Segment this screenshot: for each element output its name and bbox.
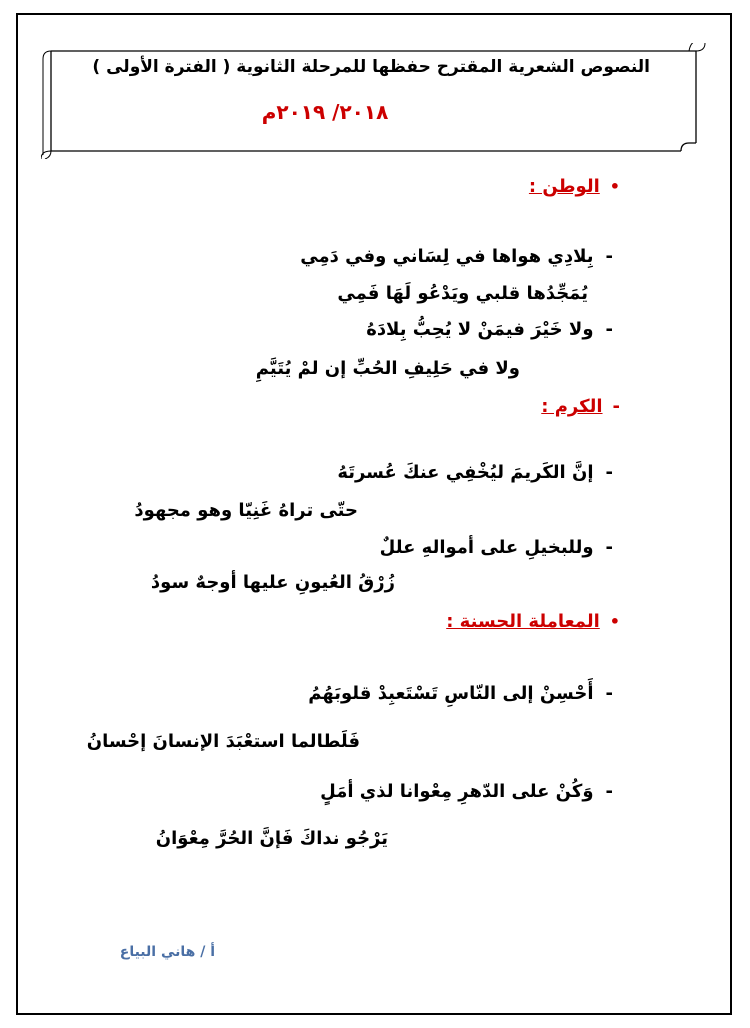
author-signature: أ / هاني البياع [119,944,215,960]
bullet-marker: • [609,177,620,196]
section-label: الوطن : [528,176,600,197]
page-border [16,13,732,1015]
section-heading-generosity [541,396,620,417]
school-year-date: ٢٠١٨/ ٢٠١٩م [261,100,389,124]
section-heading-good-conduct [446,611,620,632]
verse-line: -وَكُنْ على الدّهرِ مِعْوانا لذي أمَلٍ [320,781,613,802]
verse-line: -بِلادِي هواها في لِسَاني وفي دَمِي [300,246,613,267]
verse-line: فَلَطالما استعْبَدَ الإنسانَ إحْسانُ [86,731,360,752]
bullet-marker: • [609,612,620,631]
dash-marker: - [612,396,620,417]
section-label: الكرم : [541,396,603,417]
section-heading-homeland [529,176,620,197]
verse-line: -وللبخيلِ على أموالهِ عللٌ [379,537,613,558]
verse-line: -ولا خَيْرَ فيمَنْ لا يُحِبُّ بِلادَهُ [366,319,613,340]
verse-line: حتّى تراهُ غَنِيّا وهو مجهودُ [134,500,358,521]
verse-line: -إنَّ الكَريمَ ليُخْفِي عنكَ عُسرتَهُ [337,462,613,483]
page-title: النصوص الشعرية المقترح حفظها للمرحلة الثانوية ( الفترة الأولى ) [92,57,650,77]
verse-line: يُمَجِّدُها قلبي ويَدْعُو لَهَا فَمِي [337,283,588,304]
verse-line: زُرْقُ العُيونِ عليها أوجهٌ سودُ [150,572,395,593]
verse-line: يَرْجُو نداكَ فَإنَّ الحُرَّ مِعْوَانُ [155,828,388,849]
section-label: المعاملة الحسنة : [446,611,600,632]
verse-line: -أَحْسِنْ إلى النّاسِ تَسْتَعبِدْ قلوبَهُمُ [308,683,613,704]
verse-line: ولا في حَلِيفِ الحُبِّ إن لمْ يُتَيَّمِ [255,358,520,379]
